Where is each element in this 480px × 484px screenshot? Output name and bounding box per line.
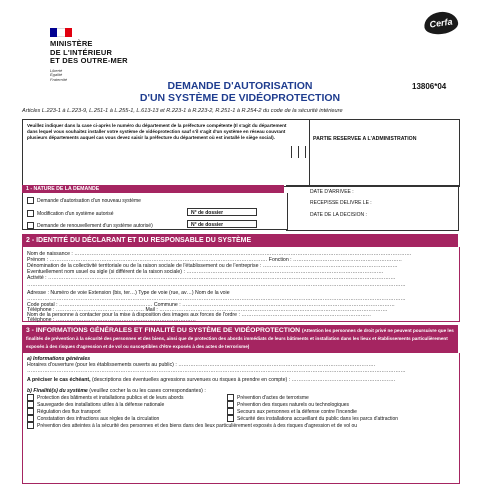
field-contact-phone[interactable]: Téléphone : ……………………………………………………………………… xyxy=(27,317,196,323)
checkbox[interactable] xyxy=(227,401,234,408)
field-address[interactable]: ………………………………………………………………………………………………………………………………………………………………………………………………… xyxy=(27,296,406,302)
checkbox[interactable] xyxy=(227,415,234,422)
subsection-a-title: a) Informations générales xyxy=(27,356,91,362)
section3-note: (Attention les personnes de droit privé ne peuvent poursuivre que les finalités de prévention à la sécurité des personnes et des biens, ainsi que de protection des abords immédiats de leurs bâtiments et installation dans les lieux et établissements particulièrement exposés à des risques d'agression et de vol ou susceptibles d'être exposés à des actes de terrorisme) xyxy=(26,328,454,349)
checkbox[interactable] xyxy=(27,197,34,204)
checklist-row xyxy=(27,408,455,415)
cerfa-logo: Cerfa xyxy=(423,10,460,37)
section2-header: 2 - IDENTITÉ DU DÉCLARANT ET DU RESPONSABLE DU SYSTÈME xyxy=(22,234,458,247)
field-contact-person[interactable]: Nom de la personne à contacter pour la mise à disposition des images aux forces de l'ordre : ………………………………………………………………… xyxy=(27,312,372,318)
checklist-row xyxy=(27,394,455,401)
field-postal-code[interactable]: Code postal : ……………………………………………… Commune : …………………………………………………………………………………………………………… xyxy=(27,302,395,308)
section1-box xyxy=(22,193,288,230)
purpose-traffic-flow[interactable]: Régulation des flux transport xyxy=(27,408,227,415)
section3-header: 3 - INFORMATIONS GÉNÉRALES ET FINALITÉ DU SYSTÈME DE VIDÉOPROTECTION (Attention les personnes de droit privé ne peuvent poursuivre que les finalités de prévention à la sécurité des personnes et des biens, ainsi que de protection des abords immédiats de leurs bâtiments et installation dans les lieux et établissements particulièrement exposés à des risques d'agression et de vol ou susceptibles d'être exposés à des actes de terrorisme) xyxy=(22,325,458,353)
field-activity-cont[interactable]: ………………………………………………………………………………………………………………………………………………………………………………………………… xyxy=(27,282,406,288)
republic-motto: Liberté Égalité Fraternité xyxy=(50,67,68,82)
checklist-row xyxy=(27,422,455,429)
legal-articles: Articles L.223-1 à L.223-9, L.251-1 à L.255-1, L.613-13 et R.223-1 à R.223-2, R.251-1 à R.254-2 du code de la sécurité intérieure xyxy=(22,108,343,114)
field-usual-name[interactable]: Eventuellement nom usuel ou sigle (si différent de la raison sociale) : …………………………………………………………………………………………………… xyxy=(27,269,384,275)
section2-box xyxy=(22,247,460,322)
divider xyxy=(309,120,310,186)
field-activity[interactable]: Activité : ………………………………………………………………………………………………………………………………………………………………………………… xyxy=(27,275,396,281)
checkbox[interactable] xyxy=(27,401,34,408)
field-address-labels: Adresse : Numéro de voie Extension (bis, ter…) Type de voie (rue, av…) Nom de la voie xyxy=(27,290,230,296)
checkbox[interactable] xyxy=(27,222,34,229)
option-renewal[interactable]: Demande de renouvellement d'un système autorisé) xyxy=(27,222,153,229)
purpose-defense[interactable]: Sauvegarde des installations utiles à la défense nationale xyxy=(27,401,227,408)
checklist-row xyxy=(27,401,455,408)
ministry-name: MINISTÈRE DE L'INTÉRIEUR ET DES OUTRE-MER xyxy=(50,39,128,65)
purpose-prevention-attacks[interactable]: Prévention des atteintes à la sécurité des personnes et des biens dans des lieux particulièrement exposés à des risques d'agression et de vol ou xyxy=(27,422,455,429)
purpose-terrorism[interactable]: Prévention d'actes de terrorisme xyxy=(227,394,455,401)
checkbox[interactable] xyxy=(27,210,34,217)
subsection-b-title: b) Finalité(s) du système (veuillez cocher la ou les cases correspondantes) : xyxy=(27,388,206,394)
dossier-number-field[interactable]: N° de dossier xyxy=(187,208,257,216)
field-risks[interactable]: A préciser le cas échéant, (descriptions des éventuelles agressions survenues ou risques à prendre en compte) : …………………………………………………… xyxy=(27,377,396,383)
field-opening-hours-cont[interactable]: ………………………………………………………………………………………………………………………………………………………………………………………………… xyxy=(27,368,406,374)
checkbox[interactable] xyxy=(27,394,34,401)
checkbox[interactable] xyxy=(227,394,234,401)
option-modification[interactable]: Modification d'un système autorisé xyxy=(27,210,114,217)
department-instructions: Veuillez indiquer dans la case ci-après le numéro du département de la préfecture compétente (Il s'agit du département dans lequel vous souhaitez installer votre système de vidéoprotection sauf s'il s'agit d'un système en réseau couvrant plusieurs départements auquel cas vous devez saisir la préfecture du département où est installé le siège social). xyxy=(27,123,287,140)
checkbox[interactable] xyxy=(27,415,34,422)
field-phone-mail[interactable]: Téléphone : …………………………………………… Mail : …………………………………………………………………………………………………………………… xyxy=(27,307,388,313)
department-box xyxy=(22,119,460,187)
section1-header: 1 - NATURE DE LA DEMANDE xyxy=(22,185,284,193)
field-opening-hours[interactable]: Horaires d'ouverture (pour les établissements ouverts au public) : …………………………………………………………………………………………………… xyxy=(27,362,376,368)
checkbox[interactable] xyxy=(27,408,34,415)
option-new-system[interactable]: Demande d'autorisation d'un nouveau système xyxy=(27,197,141,204)
purpose-rescue[interactable]: Secours aux personnes et la défense contre l'incendie xyxy=(227,408,455,415)
admin-box xyxy=(286,185,459,231)
french-flag-icon xyxy=(50,28,72,37)
purpose-natural-risks[interactable]: Prévention des risques naturels ou technologiques xyxy=(227,401,455,408)
admin-reserved-label: PARTIE RESERVEE A L'ADMINISTRATION xyxy=(313,136,417,142)
section3-box xyxy=(22,353,460,484)
checklist-row xyxy=(27,415,455,422)
form-number: 13806*04 xyxy=(412,82,447,91)
checkbox[interactable] xyxy=(27,422,34,429)
purpose-checklist xyxy=(27,394,455,429)
field-first-name[interactable]: Prénom : ……………………………………………………………………………………………………………… Fonction : ……………………………………………………… xyxy=(27,257,402,263)
field-organization[interactable]: Dénomination de la collectivité territoriale ou de la raison sociale de l'établissement ou de l'entreprise : …………………………………………………………………… xyxy=(27,263,398,269)
purpose-amusement-parks[interactable]: Sécurité des installations accueillant du public dans les parcs d'attraction xyxy=(227,415,455,422)
ministry-logo xyxy=(50,28,140,82)
field-birth-name[interactable]: Nom de naissance : …………………………………………………………………………………………………………………………………………………………………………… xyxy=(27,251,412,257)
form-title: DEMANDE D'AUTORISATION D'UN SYSTÈME DE VIDÉOPROTECTION xyxy=(139,80,341,104)
date-arrivee: DATE D'ARRIVEE : xyxy=(310,189,354,195)
purpose-traffic-offences[interactable]: Constatation des infractions aux règles de la circulation xyxy=(27,415,227,422)
checkbox[interactable] xyxy=(227,408,234,415)
recepisse-date: RECEPISSE DELIVRE LE : xyxy=(310,200,372,206)
dossier-number-field-renewal[interactable]: N° de dossier xyxy=(187,220,257,228)
decision-date: DATE DE LA DECISION : xyxy=(310,212,367,218)
purpose-public-buildings[interactable]: Protection des bâtiments et installations publics et de leurs abords xyxy=(27,394,227,401)
